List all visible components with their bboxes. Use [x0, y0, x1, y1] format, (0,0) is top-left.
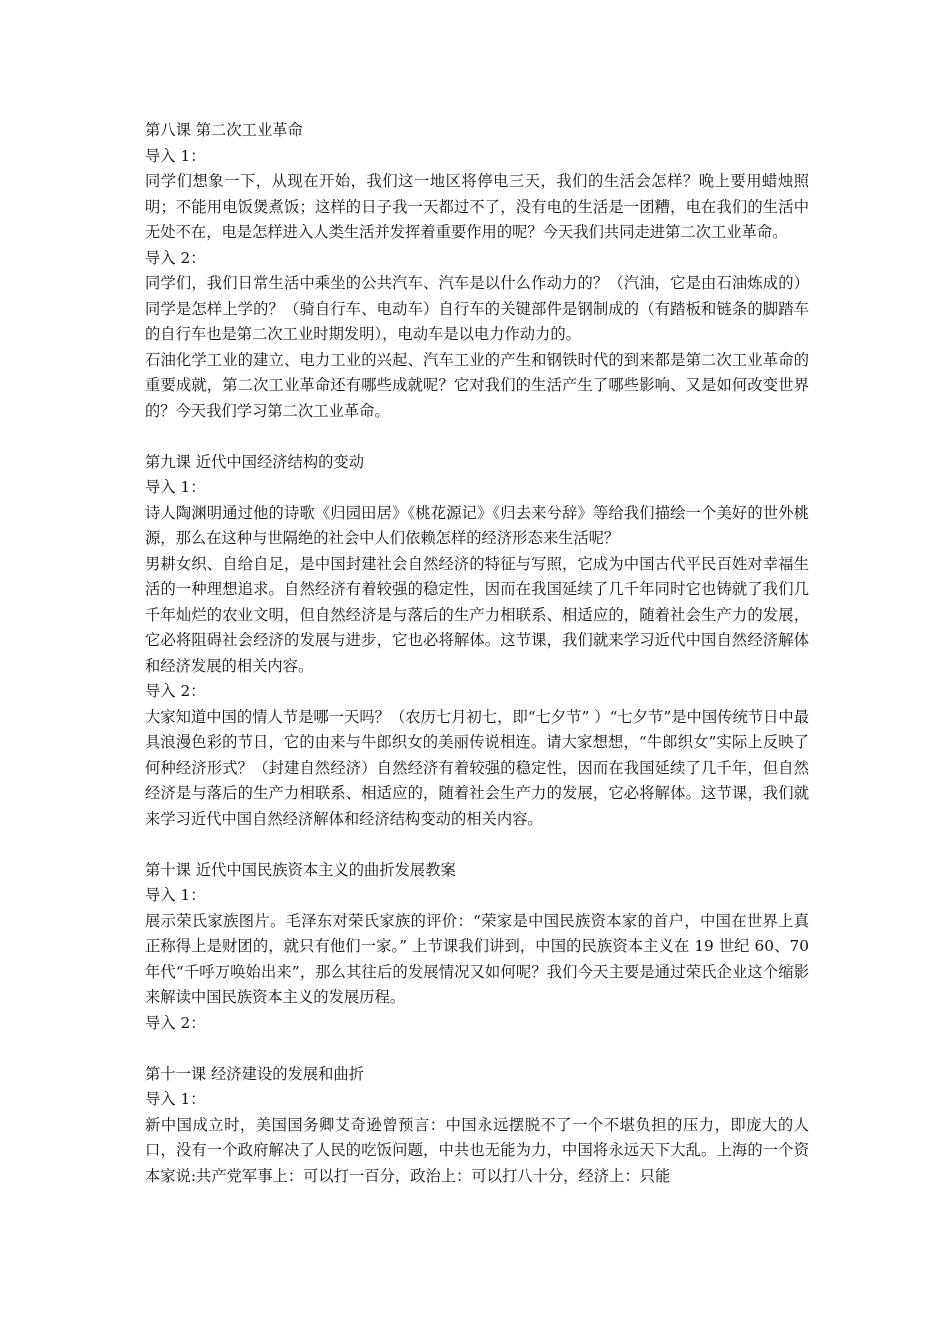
lesson-title: 第九课 近代中国经济结构的变动	[145, 452, 365, 471]
intro-label: 导入 2：	[145, 682, 206, 700]
intro-label: 导入 1：	[145, 478, 206, 496]
lesson-9-section	[145, 450, 809, 833]
intro-label: 导入 1：	[145, 146, 206, 165]
lesson-title: 第十课 近代中国民族资本主义的曲折发展教案	[145, 860, 456, 879]
intro-label: 导入 1：	[145, 1090, 206, 1108]
paragraph: 新中国成立时，美国国务卿艾奇逊曾预言：中国永远摆脱不了一个不堪负担的压力，即庞大的人口，没有一个政府解决了人民的吃饭问题，中共也无能为力，中国将永远天下大乱。上海的一个资本家说:共产党军事上：可以打一百分，政治上：可以打八十分，经济上：只能	[145, 1115, 809, 1185]
lesson-title: 第十一课 经济建设的发展和曲折	[145, 1064, 365, 1083]
intro-label: 导入 2：	[145, 248, 206, 267]
paragraph: 诗人陶渊明通过他的诗歌《归园田居》《桃花源记》《归去来兮辞》等给我们描绘一个美好的世外桃源，那么在这种与世隔绝的社会中人们依赖怎样的经济形态来生活呢？	[145, 503, 809, 547]
lesson-11-section	[145, 1062, 809, 1190]
intro-label: 导入 1：	[145, 886, 206, 904]
lesson-8-section	[145, 118, 809, 424]
paragraph: 展示荣氏家族图片。毛泽东对荣氏家族的评价：“荣家是中国民族资本家的首户，中国在世界上真正称得上是财团的，就只有他们一家。” 上节课我们讲到，中国的民族资本主义在 19 世纪 60、70 年代“千呼万唤始出来”，那么其往后的发展情况又如何呢？我们今天主要是通过荣氏企业这个缩影来解读中国民族资本主义的发展历程。	[145, 911, 809, 1006]
paragraph: 同学们想象一下，从现在开始，我们这一地区将停电三天，我们的生活会怎样？晚上要用蜡烛照明；不能用电饭煲煮饭；这样的日子我一天都过不了，没有电的生活是一团糟，电在我们的生活中无处不在，电是怎样进入人类生活并发挥着重要作用的呢？今天我们共同走进第二次工业革命。	[145, 172, 809, 241]
lesson-10-section	[145, 858, 809, 1037]
intro-label: 导入 2：	[145, 1013, 206, 1032]
paragraph: 大家知道中国的情人节是哪一天吗？（农历七月初七，即“七夕节” ）“七夕节”是中国传统节日中最具浪漫色彩的节日，它的由来与牛郎织女的美丽传说相连。请大家想想，“牛郎织女”实际上反映了何种经济形式？（封建自然经济）自然经济有着较强的稳定性，因而在我国延续了几千年，但自然经济是与落后的生产力相联系、相适应的，随着社会生产力的发展，它必将解体。这节课，我们就来学习近代中国自然经济解体和经济结构变动的相关内容。	[145, 707, 809, 828]
paragraph: 男耕女织、自给自足，是中国封建社会自然经济的特征与写照，它成为中国古代平民百姓对幸福生活的一种理想追求。自然经济有着较强的稳定性，因而在我国延续了几千年同时它也铸就了我们几千年灿烂的农业文明，但自然经济是与落后的生产力相联系、相适应的，随着社会生产力的发展，它必将阻碍社会经济的发展与进步，它也必将解体。这节课，我们就来学习近代中国自然经济解体和经济发展的相关内容。	[145, 554, 809, 675]
lesson-title: 第八课 第二次工业革命	[145, 121, 303, 139]
paragraph: 石油化学工业的建立、电力工业的兴起、汽车工业的产生和钢铁时代的到来都是第二次工业革命的重要成就，第二次工业革命还有哪些成就呢？它对我们的生活产生了哪些影响、又是如何改变世界的？今天我们学习第二次工业革命。	[145, 350, 809, 420]
document-body	[145, 118, 809, 1189]
paragraph: 同学们，我们日常生活中乘坐的公共汽车、汽车是以什么作动力的？（汽油，它是由石油炼成的）同学是怎样上学的？（骑自行车、电动车）自行车的关键部件是钢制成的（有踏板和链条的脚踏车的自行车也是第二次工业时期发明），电动车是以电力作动力的。	[145, 274, 809, 343]
